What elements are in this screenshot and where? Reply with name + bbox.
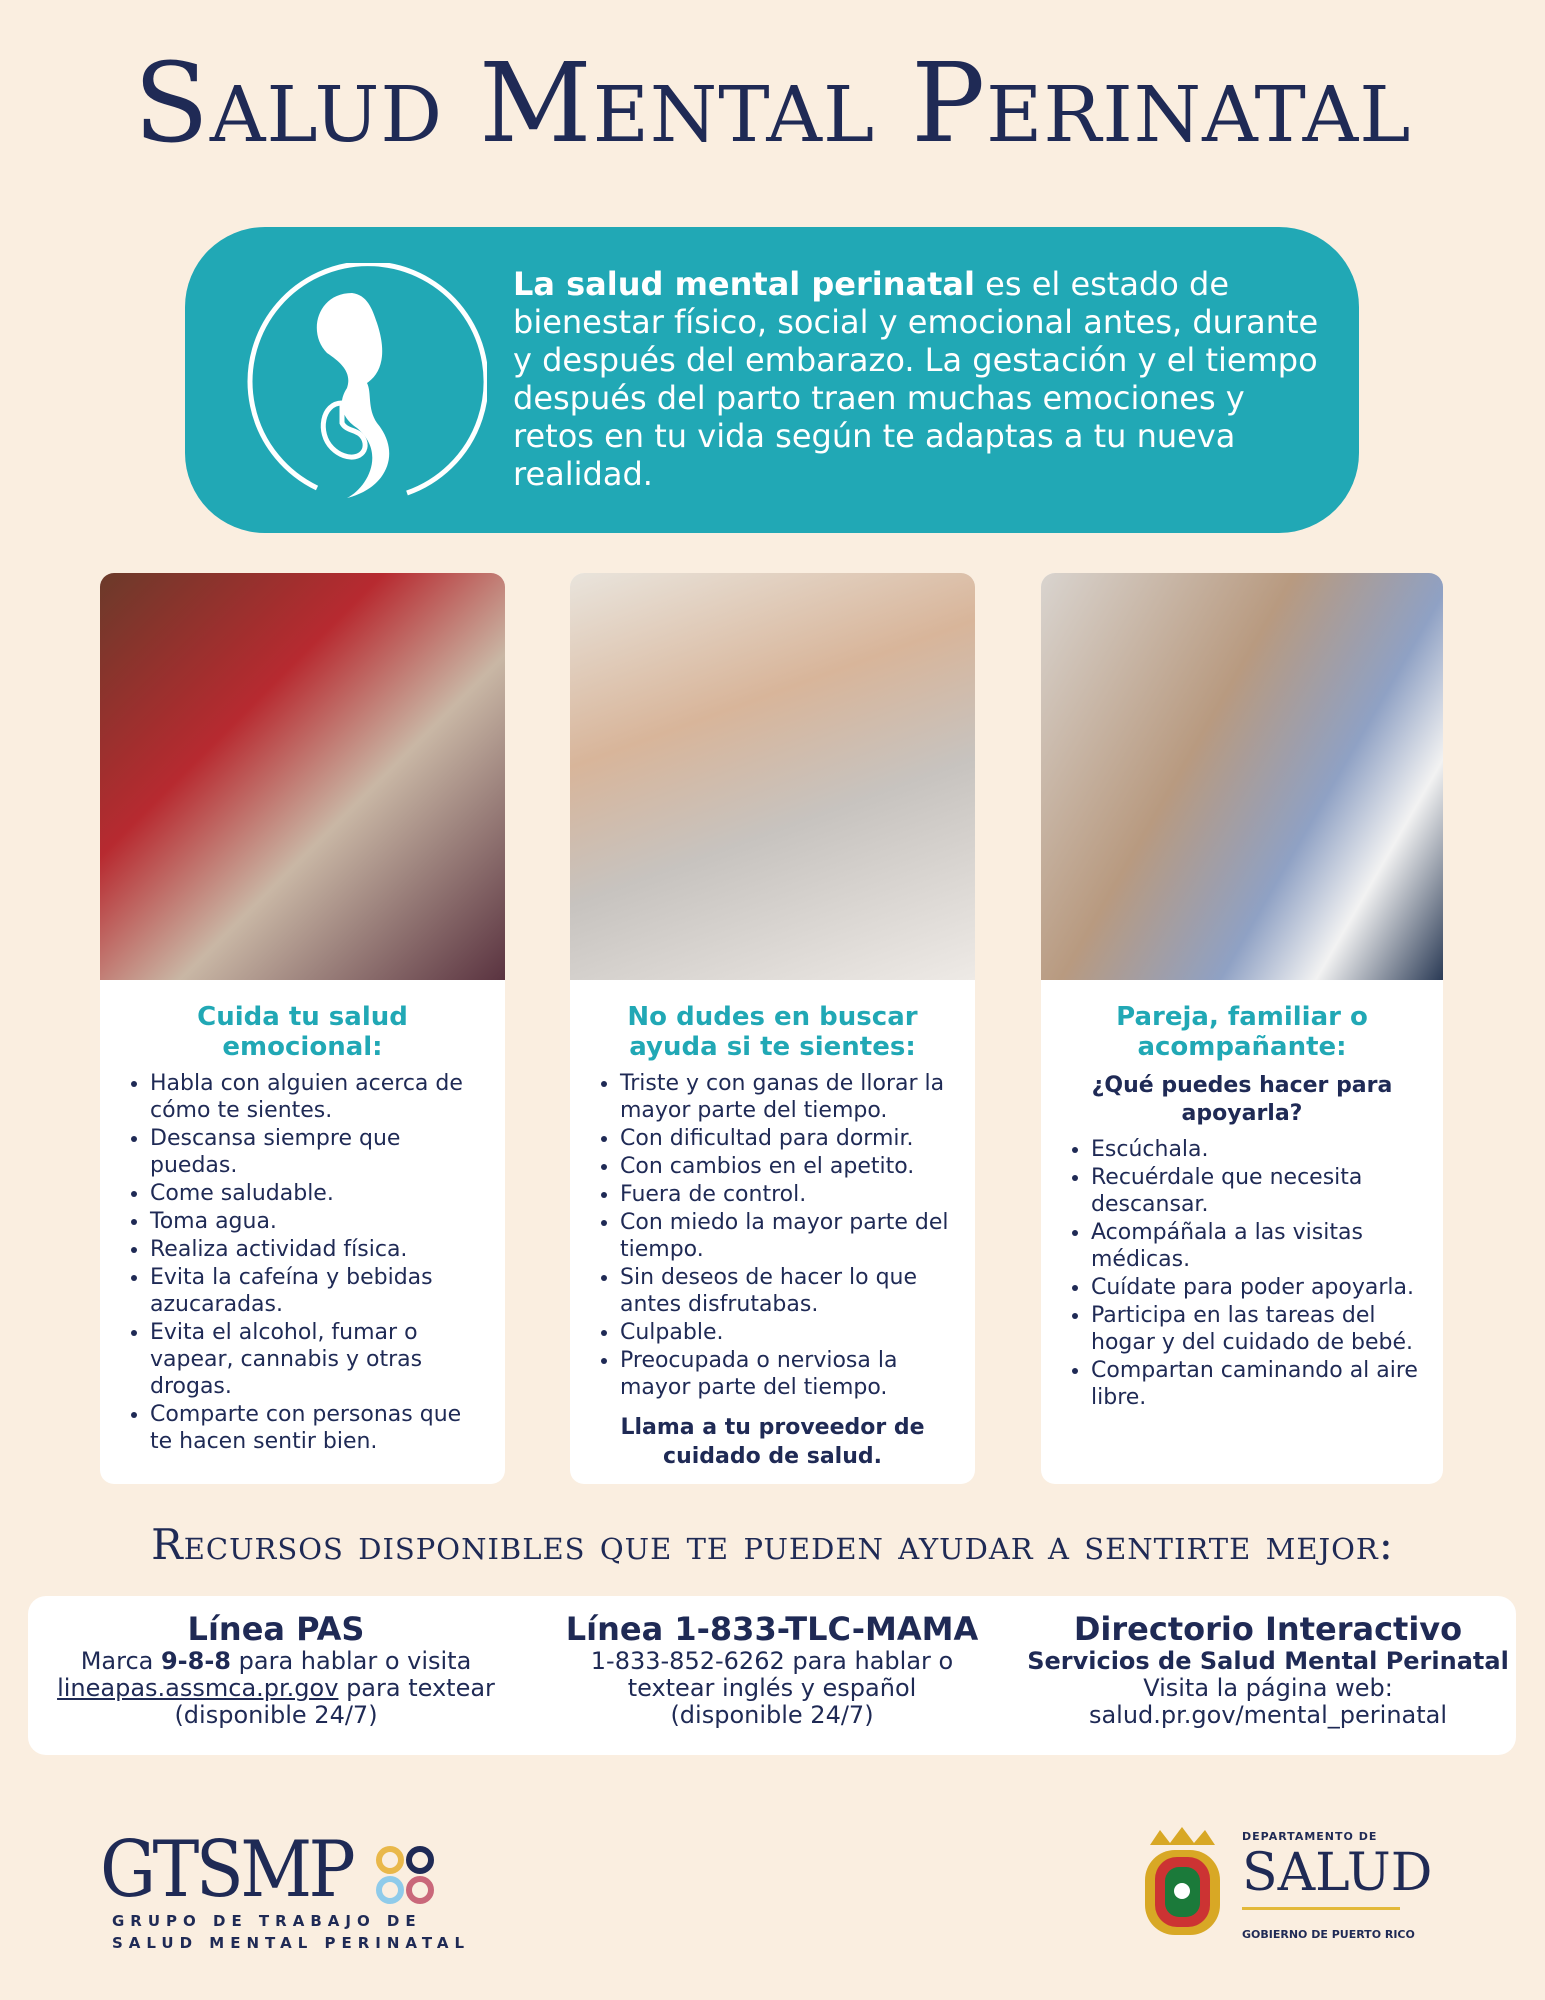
lineapas-link[interactable]: lineapas.assmca.pr.gov <box>57 1674 339 1702</box>
resource-linea-pas <box>28 1596 524 1755</box>
intro-text: La salud mental perinatal es el estado de bienestar físico, social y emocional antes, durante y después del embarazo. La gestación y el tiempo después del parto traen muchas emociones y retos en tu vida según te adaptas a tu nueva realidad. <box>513 265 1319 493</box>
list-item: • Con miedo la mayor parte del tiempo. <box>620 1209 957 1263</box>
resources-box <box>28 1596 1516 1755</box>
list-item: • Triste y con ganas de llorar la mayor parte del tiempo. <box>620 1070 957 1124</box>
list-item: • Con dificultad para dormir. <box>620 1125 957 1152</box>
card-emotional-care <box>100 573 505 1484</box>
card-partner <box>1041 573 1443 1484</box>
list-item: • Evita el alcohol, fumar o vapear, cannabis y otras drogas. <box>150 1319 487 1400</box>
photo-mother-baby <box>570 573 975 980</box>
resource-title: Directorio Interactivo <box>1073 1610 1463 1648</box>
page-title: Salud Mental Perinatal <box>133 39 1412 167</box>
list-item: • Cuídate para poder apoyarla. <box>1091 1274 1425 1301</box>
resources-heading: Recursos disponibles que te pueden ayudar a sentirte mejor: <box>151 1520 1394 1569</box>
card-subheading: ¿Qué puedes hacer para apoyarla? <box>1091 1073 1393 1126</box>
resource-tlc-mama <box>524 1596 1020 1755</box>
gtsmp-logo: GTSMP GRUPO DE TRABAJO DE SALUD MENTAL PERINATAL <box>100 1825 471 1952</box>
intro-banner <box>185 227 1359 533</box>
pregnant-woman-icon <box>247 263 487 503</box>
list-item: • Participa en las tareas del hogar y del cuidado de bebé. <box>1091 1302 1425 1356</box>
list-item: • Sin deseos de hacer lo que antes disfrutabas. <box>620 1264 957 1318</box>
list-item: • Comparte con personas que te hacen sentir bien. <box>150 1401 487 1455</box>
hearts-logo-icon <box>370 1840 440 1910</box>
card-heading: No dudes en buscar ayuda si te sientes: <box>627 1002 918 1062</box>
list-item: • Descansa siempre que puedas. <box>150 1125 487 1179</box>
resource-text: Marca 9-8-8 para hablar o visita lineapas.assmca.pr.gov para textear (disponible 24/7) <box>57 1647 495 1729</box>
list-item: • Compartan caminando al aire libre. <box>1091 1357 1425 1411</box>
list-item: • Evita la cafeína y bebidas azucaradas. <box>150 1264 487 1318</box>
list-item: • Acompáñala a las visitas médicas. <box>1091 1219 1425 1273</box>
list-item: • Fuera de control. <box>620 1181 957 1208</box>
list-item: • Recuérdale que necesita descansar. <box>1091 1164 1425 1218</box>
resource-subtitle: Servicios de Salud Mental Perinatal <box>1027 1647 1509 1675</box>
directory-url[interactable]: salud.pr.gov/mental_perinatal <box>1088 1701 1448 1729</box>
resource-title: Línea 1-833-TLC-MAMA <box>565 1610 979 1648</box>
resource-directory <box>1020 1596 1516 1755</box>
call-provider-text: Llama a tu proveedor de cuidado de salud. <box>620 1415 925 1469</box>
list-item: • Toma agua. <box>150 1208 487 1235</box>
list-item: • Con cambios en el apetito. <box>620 1153 957 1180</box>
list-item: • Preocupada o nerviosa la mayor parte del tiempo. <box>620 1347 957 1401</box>
list-item: • Realiza actividad física. <box>150 1236 487 1263</box>
card-seek-help <box>570 573 975 1484</box>
resource-title: Línea PAS <box>187 1610 365 1648</box>
resource-text: Visita la página web: <box>1143 1674 1393 1702</box>
resource-text: 1-833-852-6262 para hablar o textear inglés y español (disponible 24/7) <box>590 1647 954 1729</box>
list-item: • Escúchala. <box>1091 1136 1425 1163</box>
photo-couple <box>1041 573 1443 980</box>
coat-of-arms-icon <box>1135 1825 1230 1945</box>
card-heading: Cuida tu salud emocional: <box>197 1002 408 1062</box>
list-item: • Culpable. <box>620 1319 957 1346</box>
card-heading: Pareja, familiar o acompañante: <box>1116 1002 1368 1062</box>
photo-women-relaxing <box>100 573 505 980</box>
list-item: • Come saludable. <box>150 1180 487 1207</box>
list-item: • Habla con alguien acerca de cómo te sientes. <box>150 1070 487 1124</box>
departamento-salud-logo: DEPARTAMENTO DE SALUD GOBIERNO DE PUERTO RICO <box>1135 1825 1432 1945</box>
